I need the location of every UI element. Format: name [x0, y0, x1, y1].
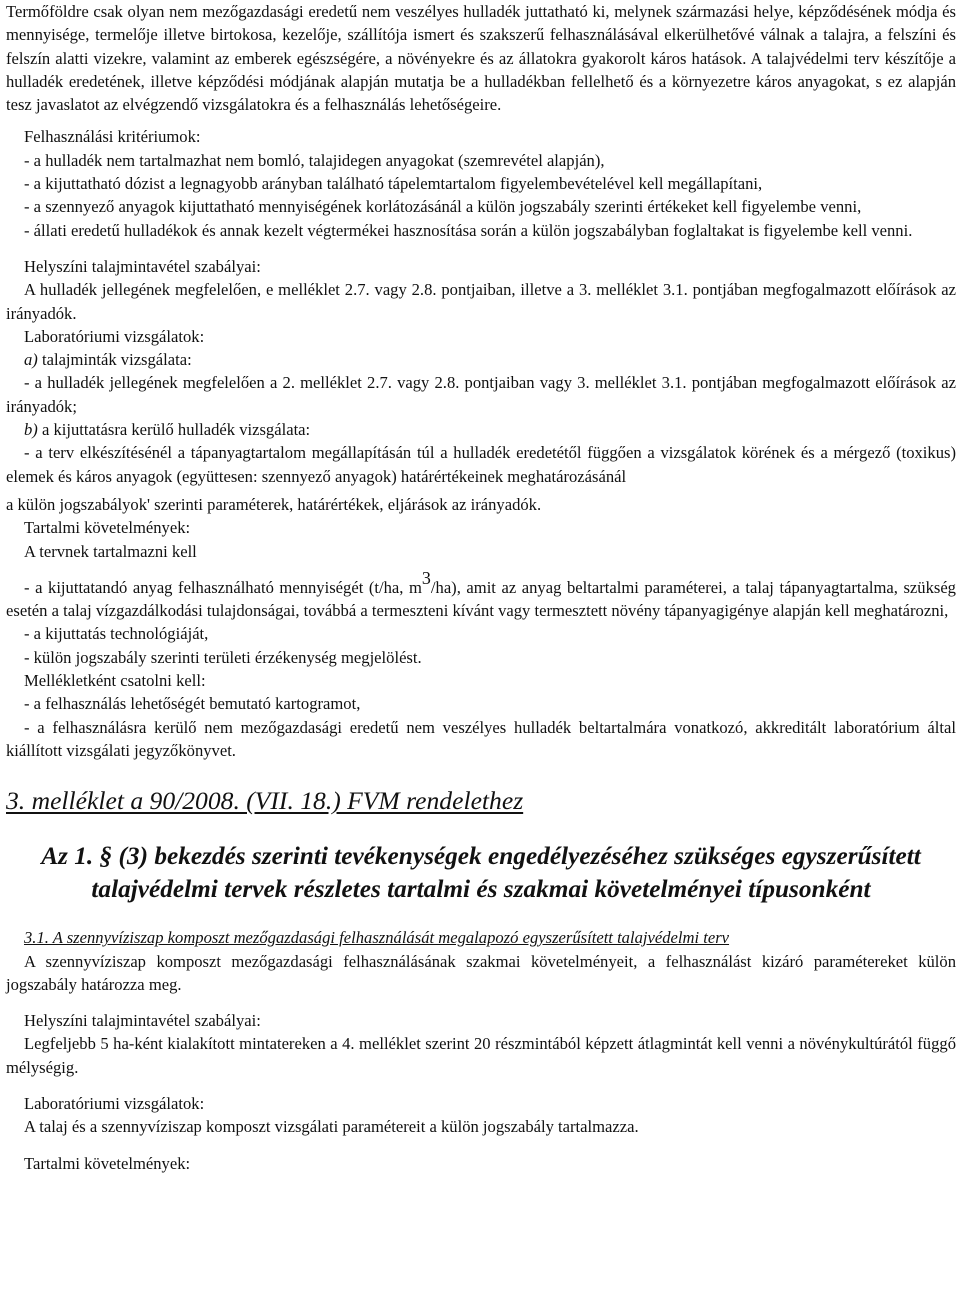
lab-a-label-text: talajminták vizsgálata:	[41, 350, 192, 370]
intro-paragraph: Termőföldre csak olyan nem mezőgazdasági eredetű nem veszélyes hulladék juttatható ki, melynek származási helye, képződésének módja és mennyisége, termelője illetve birtokosa, kezelője, szállítója ismert és szakszerű felhasználásával elkerülhetővé válnak a talajra, a felszíni és felszín alatti vizekre, valamint az emberek egészségére, a növényekre és az állatokra gyakorolt káros hatások. A talajvédelmi terv készítője a hulladék eredetének, illetve képződési módjának alapján mutatja be a hulladékban fellelhető és a környezetre káros anyagokat, s ez alapján tesz javaslatot az elvégzendő vizsgálatokra és a felhasználás lehetőségeire.	[6, 2, 956, 115]
criteria-item-1: - a hulladék nem tartalmazhat nem bomló, talajidegen anyagokat (szemrevétel alapján),	[24, 150, 605, 170]
cubic-superscript: 3	[421, 567, 431, 588]
attach-heading: Mellékletként csatolni kell:	[24, 671, 206, 691]
content-item-2: - a kijuttatás technológiáját,	[24, 624, 209, 644]
lab-a-marker: a)	[24, 350, 38, 370]
annex3-paragraph: A szennyvíziszap komposzt mezőgazdasági felhasználásának szakmai követelményeit, a felhasználást kizáró paramétereket külön jogszabály határozza meg.	[6, 951, 956, 994]
criteria-item-2: - a kijuttatható dózist a legnagyobb arányban található tápelemtartalom figyelembevételével kell megállapítani,	[24, 174, 763, 194]
lab-a-label	[6, 348, 956, 371]
sampling-text: A hulladék jellegének megfelelően, e melléklet 2.7. vagy 2.8. pontjaiban, illetve a 3. melléklet 3.1. pontjában megfogalmazott előírások az irányadók.	[6, 280, 956, 323]
annex3-lab-text: A talaj és a szennyvíziszap komposzt vizsgálati paramétereit a külön jogszabály tartalmazza.	[24, 1117, 639, 1137]
lab-b-label	[6, 418, 956, 441]
content-heading: Tartalmi követelmények:	[24, 518, 191, 538]
lab-a-text: - a hulladék jellegének megfelelően a 2. melléklet 2.7. vagy 2.8. pontjaiban vagy 3. melléklet 3.1. pontjában megfogalmazott előírások az irányadók;	[6, 373, 956, 416]
document-page	[6, 0, 956, 1175]
attach-item-2: - a felhasználásra kerülő nem mezőgazdasági eredetű nem veszélyes hulladék beltartalmára vonatkozó, akkreditált laboratórium által kiállított vizsgálati jegyzőkönyvet.	[6, 717, 956, 760]
annex3-title: Az 1. § (3) bekezdés szerinti tevékenységek engedélyezéséhez szükséges egyszerűsített talajvédelmi tervek részletes tartalmi és szakmai követelményei típusonként	[41, 842, 921, 904]
annex3-subheading-text: 3.1. A szennyvíziszap komposzt mezőgazdasági felhasználását megalapozó egyszerűsített talajvédelmi terv	[24, 928, 730, 948]
lab-b-text: - a terv elkészítésénél a tápanyagtartalom megállapításán túl a hulladék eredetétől függően a vizsgálatok körének és a mérgező (toxikus) elemek és káros anyagok (együttesen: szennyező anyagok) határértékeinek meghatározásánál	[6, 443, 956, 486]
annex3-sampling-heading: Helyszíni talajmintavétel szabályai:	[24, 1011, 261, 1031]
criteria-item-4: - állati eredetű hulladékok és annak kezelt végtermékei hasznosítása során a külön jogszabályban foglaltakat is figyelembe kell venni.	[24, 220, 913, 240]
attach-item-1: - a felhasználás lehetőségét bemutató kartogramot,	[24, 694, 361, 714]
lab-heading: Laboratóriumi vizsgálatok:	[24, 326, 205, 346]
annex3-subheading	[6, 926, 956, 949]
lab-b-text-2: a külön jogszabályok' szerinti paraméterek, határértékek, eljárások az irányadók.	[6, 494, 542, 514]
content-item-1	[6, 567, 956, 623]
content-item-1-post: /ha), amit az anyag beltartalmi paraméterei, a talaj tápanyagtartalma, szükség esetén a talaj vízgazdálkodási tulajdonságai, továbbá a termeszteni kívánt vagy termesztett növény tápanyagigénye alapján kell meghatározni,	[6, 577, 956, 621]
content-intro: A tervnek tartalmazni kell	[24, 541, 197, 561]
sampling-heading: Helyszíni talajmintavétel szabályai:	[24, 256, 261, 276]
lab-b-label-text: a kijuttatásra kerülő hulladék vizsgálata:	[41, 420, 311, 440]
annex3-heading: 3. melléklet a 90/2008. (VII. 18.) FVM rendelethez	[6, 786, 524, 816]
content-item-1-pre: - a kijuttatandó anyag felhasználható mennyiségét (t/ha, m	[24, 577, 422, 597]
annex3-lab-heading: Laboratóriumi vizsgálatok:	[24, 1093, 205, 1113]
lab-b-marker: b)	[24, 420, 38, 440]
annex3-content-heading: Tartalmi követelmények:	[24, 1153, 191, 1173]
criteria-item-3: - a szennyező anyagok kijuttatható mennyiségének korlátozásánál a külön jogszabály szerinti értékeket kell figyelembe venni,	[24, 197, 862, 217]
annex3-sampling-text: Legfeljebb 5 ha-ként kialakított mintatereken a 4. melléklet szerint 20 részmintából képzett átlagmintát kell venni a növénykultúrától függő mélységig.	[6, 1034, 956, 1077]
criteria-heading: Felhasználási kritériumok:	[24, 127, 201, 147]
content-item-3: - külön jogszabály szerinti területi érzékenység megjelölést.	[24, 647, 422, 667]
